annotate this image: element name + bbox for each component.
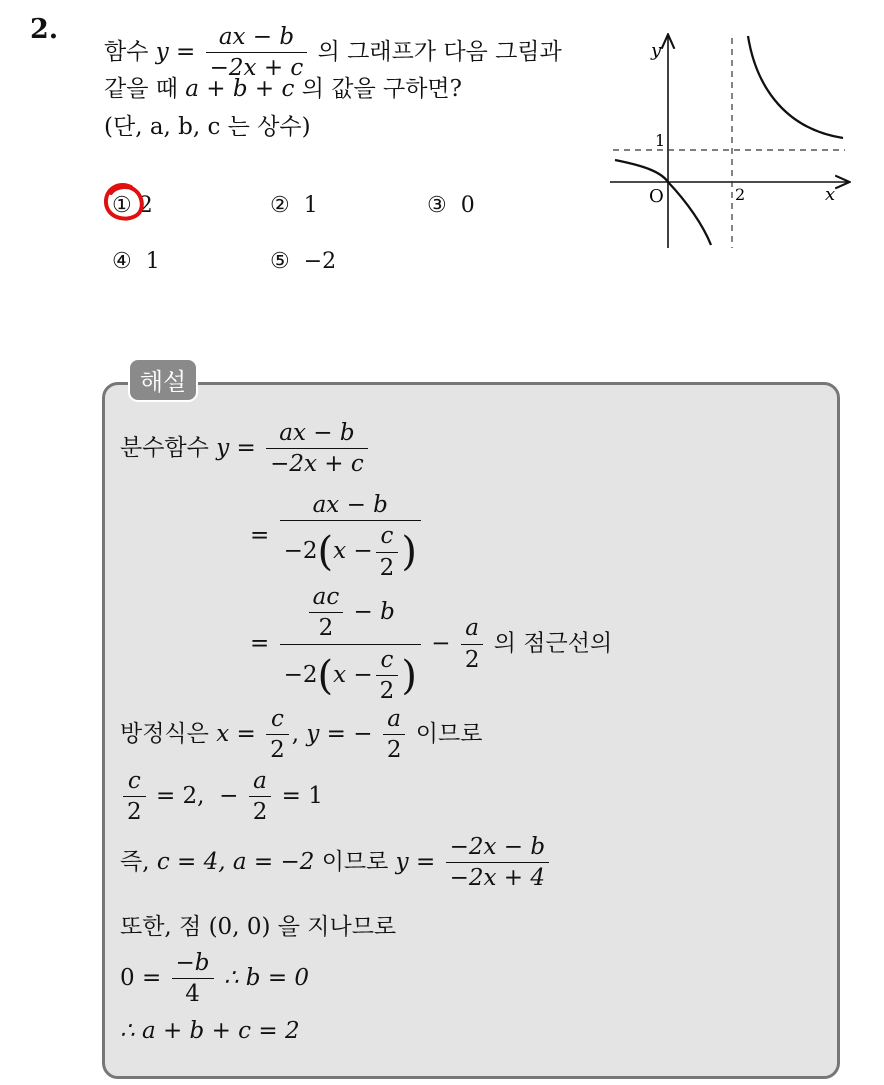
x-axis-label: x (825, 184, 836, 205)
step-text: 분수함수 (120, 434, 217, 461)
option-number: ② (270, 193, 290, 218)
option-number: ① (112, 193, 132, 218)
solution-step-6 (120, 834, 552, 892)
question-line-2 (104, 78, 462, 101)
step-text: 의 점근선의 (486, 630, 613, 657)
equals-sign: = (250, 630, 270, 657)
a-over-2 (383, 706, 406, 764)
question-expression: a + b + c (185, 76, 295, 102)
step-fraction (266, 420, 368, 478)
fraction-denominator: −2(x − $\frac{c}{2}$ ) (283, 646, 417, 705)
a-over-2 (461, 615, 484, 673)
question-line-1 (104, 24, 562, 82)
step-fraction (280, 584, 421, 705)
answer-circle-mark (101, 181, 147, 225)
fraction-denominator: 2 (464, 646, 480, 673)
step-y-equals: y = (216, 434, 256, 461)
question-text-tail: 의 그래프가 다음 그림과 (310, 38, 562, 65)
option-5[interactable] (270, 249, 336, 274)
question-y-equals: y = (155, 38, 196, 65)
question-number: 2. (30, 14, 59, 45)
fraction-numerator: c (123, 768, 146, 797)
y-axis-label: y (651, 40, 662, 61)
fraction-denominator: 2 (127, 799, 142, 826)
fraction-numerator: c (376, 523, 399, 552)
solution-step-3 (250, 584, 612, 705)
fraction-numerator: c (376, 647, 399, 676)
step-text-mid: 이므로 (314, 848, 396, 875)
den-x: x − (333, 661, 373, 688)
solution-step-7: 또한, 점 (0, 0) 을 지나므로 (120, 914, 397, 940)
c-over-2 (266, 706, 289, 764)
fraction-denominator: −2x + c (270, 451, 364, 478)
question-fraction (206, 24, 308, 82)
inner-fraction (376, 647, 399, 705)
step-text: 방정식은 (120, 720, 217, 747)
solution-tag: 해설 (128, 358, 198, 402)
fraction-numerator (280, 584, 421, 645)
fraction-denominator: −2x + 4 (449, 865, 546, 892)
fraction-denominator: 2 (252, 799, 268, 826)
option-4[interactable] (112, 249, 160, 274)
fraction-numerator: a (383, 706, 406, 735)
num-b: − b (353, 598, 395, 625)
option-value: 1 (303, 193, 318, 218)
origin-label: O (649, 186, 664, 207)
option-value: 2 (138, 193, 153, 218)
fraction-numerator: a (249, 768, 272, 797)
inner-fraction (309, 584, 344, 642)
fraction-denominator: 2 (270, 737, 285, 764)
step-fraction (446, 834, 550, 892)
question-line-3: (단, a, b, c 는 상수) (104, 114, 311, 140)
minus-sign: − (431, 630, 451, 657)
option-value: 1 (145, 249, 160, 274)
equals-sign: = (250, 522, 270, 549)
den-coef: −2 (283, 661, 318, 688)
fraction-numerator: ax − b (280, 492, 421, 521)
question-text-tail: 의 값을 구하면? (294, 76, 462, 102)
fraction-numerator: ax − b (206, 24, 308, 53)
question-text: 같을 때 (104, 76, 186, 102)
fraction-denominator: 4 (185, 981, 200, 1008)
step-text-tail: 이므로 (408, 720, 483, 747)
y-equals: y = − (306, 720, 373, 747)
step-text: 즉, (120, 848, 157, 875)
option-2[interactable] (270, 193, 318, 218)
option-value: −2 (303, 249, 337, 274)
option-number: ⑤ (270, 249, 290, 274)
den-coef: −2 (283, 538, 318, 565)
option-number: ③ (427, 193, 447, 218)
solution-step-5 (120, 768, 323, 826)
solution-step-4 (120, 706, 482, 764)
x-equals: x = (216, 720, 256, 747)
solution-step-2 (250, 492, 424, 581)
step-fraction (280, 492, 421, 581)
a-over-2 (249, 768, 272, 826)
option-value: 0 (460, 193, 475, 218)
question-text: 함수 (104, 38, 156, 65)
fraction-denominator: 2 (386, 737, 402, 764)
option-number: ④ (112, 249, 132, 274)
fraction-numerator: −b (172, 950, 214, 979)
fraction-numerator: ax − b (266, 420, 368, 449)
fraction-denominator: 2 (379, 678, 395, 705)
step-fraction (172, 950, 214, 1008)
solution-step-1 (120, 420, 371, 478)
den-x: x − (333, 538, 373, 565)
minus-sign: − (219, 782, 239, 809)
fraction-denominator: −2x + c (209, 55, 304, 82)
comma: , (291, 720, 300, 747)
fraction-numerator: a (461, 615, 484, 644)
step-conclusion: ∴ b = 0 (223, 964, 310, 991)
zero-equals: 0 = (120, 964, 162, 991)
fraction-numerator: c (266, 706, 289, 735)
inner-fraction (376, 523, 399, 581)
fraction-denominator: −2(x − $\frac{c}{2}$ ) (283, 523, 417, 581)
option-3[interactable] (427, 193, 475, 218)
solution-final-answer: ∴ a + b + c = 2 (120, 1018, 300, 1044)
equation-part: = 1 (281, 782, 323, 809)
fraction-denominator: 2 (379, 554, 395, 581)
function-graph (605, 30, 860, 255)
y-equals: y = (395, 848, 436, 875)
fraction-numerator: ac (309, 584, 344, 613)
equation-part: = 2, (155, 782, 205, 809)
fraction-denominator: 2 (318, 615, 334, 642)
c-over-2 (123, 768, 146, 826)
curve-right-branch (748, 36, 843, 138)
fraction-numerator: −2x − b (446, 834, 550, 863)
solution-step-8 (120, 950, 309, 1008)
step-expression: c = 4, a = −2 (156, 848, 315, 875)
v-asymptote-label: 2 (735, 185, 746, 204)
h-asymptote-label: 1 (655, 131, 666, 150)
